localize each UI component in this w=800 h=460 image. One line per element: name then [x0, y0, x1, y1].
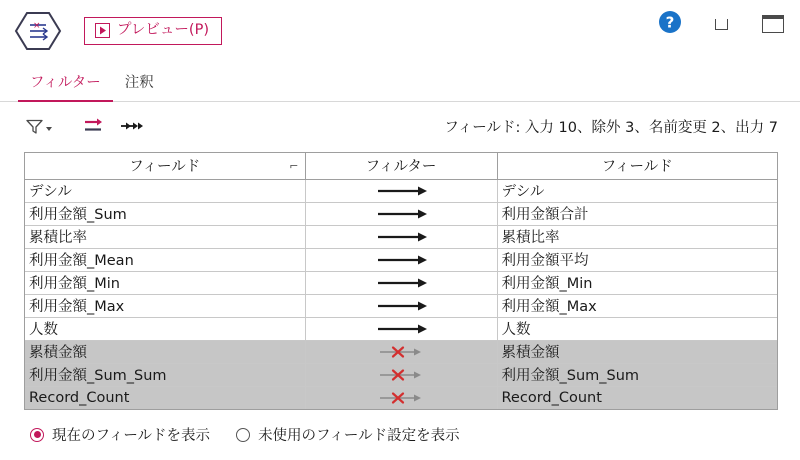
- window-controls: [658, 10, 786, 38]
- table-header-row: [25, 153, 777, 179]
- pass-arrow-icon: [372, 276, 432, 290]
- move-all-arrows-button[interactable]: [116, 113, 146, 139]
- column-header-field-out-label: フィールド: [601, 159, 673, 176]
- table-row[interactable]: [25, 271, 777, 294]
- filter-icon-button[interactable]: [24, 113, 54, 139]
- svg-text:?: ?: [665, 13, 675, 32]
- cell-field-out[interactable]: 利用金額平均: [497, 248, 777, 271]
- preview-button[interactable]: [84, 17, 222, 45]
- cell-filter-pass[interactable]: [305, 317, 497, 340]
- cell-field-out[interactable]: 利用金額合計: [497, 202, 777, 225]
- cell-field-in[interactable]: 利用金額_Mean: [25, 248, 305, 271]
- cell-filter-pass[interactable]: [305, 202, 497, 225]
- table-row[interactable]: [25, 294, 777, 317]
- filter-icon: [26, 119, 43, 134]
- table-row[interactable]: [25, 248, 777, 271]
- cell-filter-blocked[interactable]: [305, 386, 497, 409]
- play-icon: [95, 23, 110, 38]
- field-summary-text: フィールド: 入力 10、除外 3、名前変更 2、出力 7: [444, 119, 778, 136]
- radio-unused-fields-indicator[interactable]: [236, 428, 250, 442]
- cell-filter-pass[interactable]: [305, 271, 497, 294]
- cell-field-in[interactable]: デシル: [25, 179, 305, 202]
- radio-current-fields[interactable]: [30, 424, 210, 445]
- help-circle-icon[interactable]: [658, 10, 682, 38]
- pass-arrow-icon: [372, 299, 432, 313]
- table-row[interactable]: [25, 179, 777, 202]
- radio-current-fields-label: 現在のフィールドを表示: [52, 428, 211, 444]
- pass-arrow-icon: [372, 322, 432, 336]
- cell-field-out[interactable]: 累積金額: [497, 340, 777, 363]
- minimize-icon[interactable]: [708, 11, 734, 37]
- svg-text:×: ×: [33, 21, 41, 31]
- sort-arrow-button[interactable]: [78, 113, 108, 139]
- cell-field-in[interactable]: 利用金額_Sum_Sum: [25, 363, 305, 386]
- cell-filter-blocked[interactable]: [305, 340, 497, 363]
- cell-field-out[interactable]: 人数: [497, 317, 777, 340]
- cell-field-out[interactable]: Record_Count: [497, 386, 777, 409]
- table-row[interactable]: [25, 202, 777, 225]
- table-row[interactable]: [25, 363, 777, 386]
- table-row[interactable]: [25, 340, 777, 363]
- cell-field-in[interactable]: 累積金額: [25, 340, 305, 363]
- sort-indicator-icon: ⌐: [289, 159, 299, 173]
- cell-field-in[interactable]: Record_Count: [25, 386, 305, 409]
- cell-field-out[interactable]: 利用金額_Max: [497, 294, 777, 317]
- preview-button-label: プレビュー(P): [117, 22, 209, 39]
- cell-field-out[interactable]: 累積比率: [497, 225, 777, 248]
- cell-field-out[interactable]: 利用金額_Min: [497, 271, 777, 294]
- cell-filter-pass[interactable]: [305, 294, 497, 317]
- table-row[interactable]: [25, 225, 777, 248]
- blocked-arrow-icon: [372, 345, 432, 359]
- cell-filter-pass[interactable]: [305, 225, 497, 248]
- cell-field-out[interactable]: デシル: [497, 179, 777, 202]
- column-header-field-out[interactable]: [497, 153, 777, 179]
- move-all-arrows-icon: [119, 117, 143, 135]
- cell-field-in[interactable]: 利用金額_Max: [25, 294, 305, 317]
- maximize-icon[interactable]: [760, 11, 786, 37]
- window-top-bar: [0, 0, 800, 62]
- cell-field-in[interactable]: 利用金額_Sum: [25, 202, 305, 225]
- column-header-filter[interactable]: [305, 153, 497, 179]
- cell-filter-pass[interactable]: [305, 248, 497, 271]
- blocked-arrow-icon: [372, 368, 432, 382]
- column-header-field-in-label: フィールド: [129, 159, 201, 176]
- select-node-icon: [14, 9, 62, 53]
- pass-arrow-icon: [372, 184, 432, 198]
- blocked-arrow-icon: [372, 391, 432, 405]
- field-toolbar: [0, 102, 800, 150]
- tab-filter-label: フィルター: [30, 75, 101, 91]
- pass-arrow-icon: [372, 230, 432, 244]
- chevron-down-icon: [46, 127, 52, 131]
- radio-unused-fields-label: 未使用のフィールド設定を表示: [258, 428, 460, 444]
- tab-bar: [0, 62, 800, 102]
- column-header-field-in[interactable]: [25, 153, 305, 179]
- tab-filter[interactable]: [18, 65, 113, 101]
- fields-table: [24, 152, 778, 410]
- tab-annotation-label: 注釈: [124, 75, 154, 91]
- cell-filter-blocked[interactable]: [305, 363, 497, 386]
- pass-arrow-icon: [372, 207, 432, 221]
- cell-filter-pass[interactable]: [305, 179, 497, 202]
- table-row[interactable]: [25, 386, 777, 409]
- sort-arrow-icon: [82, 116, 104, 136]
- cell-field-in[interactable]: 人数: [25, 317, 305, 340]
- radio-current-fields-indicator[interactable]: [30, 428, 44, 442]
- display-options: [0, 410, 800, 445]
- radio-unused-fields[interactable]: [236, 424, 460, 445]
- pass-arrow-icon: [372, 253, 432, 267]
- table-row[interactable]: [25, 317, 777, 340]
- cell-field-in[interactable]: 累積比率: [25, 225, 305, 248]
- cell-field-out[interactable]: 利用金額_Sum_Sum: [497, 363, 777, 386]
- column-header-filter-label: フィルター: [365, 159, 437, 176]
- tab-annotation[interactable]: [113, 65, 166, 101]
- cell-field-in[interactable]: 利用金額_Min: [25, 271, 305, 294]
